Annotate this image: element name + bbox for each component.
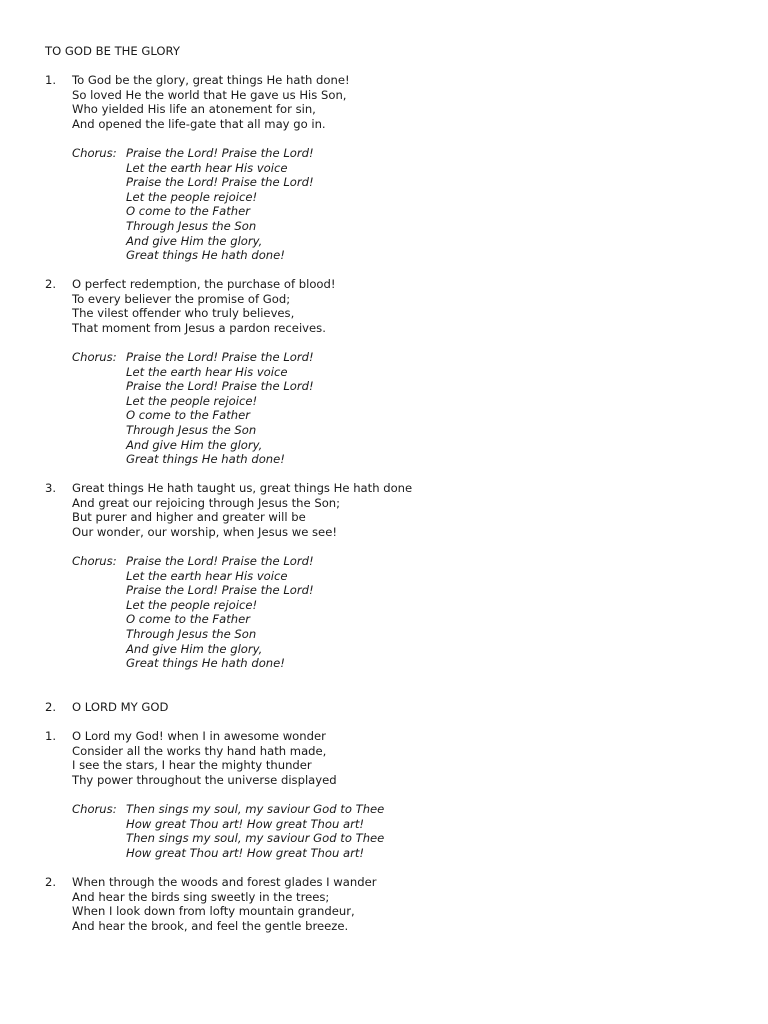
verse-line: When through the woods and forest glades I wander <box>72 875 377 889</box>
verse-line: Thy power throughout the universe displayed <box>72 772 337 787</box>
song-number: 2. <box>45 700 57 714</box>
verse-number: 1. <box>45 729 57 743</box>
chorus-line: Through Jesus the Son <box>126 626 257 641</box>
chorus-line: Great things He hath done! <box>126 248 285 263</box>
verse-line: To every believer the promise of God; <box>72 291 291 306</box>
chorus-line: Let the earth hear His voice <box>126 364 288 379</box>
chorus-line: Great things He hath done! <box>126 656 285 671</box>
verse-line: When I look down from lofty mountain grandeur, <box>72 904 355 919</box>
song1-verse-2 <box>45 277 745 335</box>
song2-title: O LORD MY GOD <box>72 700 169 714</box>
chorus-line: Let the people rejoice! <box>126 393 258 408</box>
song2-verse-2 <box>45 875 745 933</box>
chorus-line: Through Jesus the Son <box>126 218 257 233</box>
song1-verse-1 <box>45 73 745 131</box>
chorus-line: Let the earth hear His voice <box>126 160 288 175</box>
chorus-label: Chorus: <box>72 350 117 364</box>
chorus-line: Praise the Lord! Praise the Lord! <box>126 554 314 568</box>
chorus-line: And give Him the glory, <box>126 437 263 452</box>
verse-line: Great things He hath taught us, great things He hath done <box>72 481 413 495</box>
verse-line: Who yielded His life an atonement for sin, <box>72 102 316 117</box>
chorus-line: O come to the Father <box>126 204 250 219</box>
chorus-line: Praise the Lord! Praise the Lord! <box>126 350 314 364</box>
chorus-label: Chorus: <box>72 146 117 160</box>
chorus-line: O come to the Father <box>126 408 250 423</box>
verse-number: 3. <box>45 481 57 495</box>
song2-verse-1 <box>45 729 745 787</box>
verse-line: Our wonder, our worship, when Jesus we see! <box>72 524 337 539</box>
chorus-line: Praise the Lord! Praise the Lord! <box>126 146 314 160</box>
verse-line: And hear the brook, and feel the gentle breeze. <box>72 918 349 933</box>
chorus-line: Let the people rejoice! <box>126 597 258 612</box>
chorus-line: Let the people rejoice! <box>126 189 258 204</box>
chorus-line: How great Thou art! How great Thou art! <box>126 816 365 831</box>
verse-line: O Lord my God! when I in awesome wonder <box>72 729 326 743</box>
song1-verse-3 <box>45 481 745 539</box>
chorus-line: And give Him the glory, <box>126 233 263 248</box>
song2-heading <box>45 700 745 715</box>
verse-line: O perfect redemption, the purchase of blood! <box>72 277 336 291</box>
verse-number: 2. <box>45 875 57 889</box>
verse-line: And hear the birds sing sweetly in the trees; <box>72 889 330 904</box>
chorus-line: Let the earth hear His voice <box>126 568 288 583</box>
verse-line: To God be the glory, great things He hath done! <box>72 73 350 87</box>
chorus-line: How great Thou art! How great Thou art! <box>126 845 365 860</box>
verse-line: I see the stars, I hear the mighty thunder <box>72 758 312 773</box>
chorus-line: Praise the Lord! Praise the Lord! <box>126 379 314 394</box>
verse-line: And opened the life-gate that all may go in. <box>72 116 326 131</box>
verse-line: And great our rejoicing through Jesus the Son; <box>72 495 341 510</box>
song1-title: TO GOD BE THE GLORY <box>45 44 180 58</box>
verse-line: But purer and higher and greater will be <box>72 510 306 525</box>
chorus-line: Through Jesus the Son <box>126 422 257 437</box>
chorus-line: Then sings my soul, my saviour God to Thee <box>126 802 385 816</box>
verse-line: Consider all the works thy hand hath made, <box>72 743 327 758</box>
verse-line: That moment from Jesus a pardon receives. <box>72 320 326 335</box>
chorus-label: Chorus: <box>72 554 117 568</box>
verse-line: So loved He the world that He gave us His Son, <box>72 87 347 102</box>
chorus-line: Great things He hath done! <box>126 452 285 467</box>
chorus-line: Praise the Lord! Praise the Lord! <box>126 175 314 190</box>
verse-number: 1. <box>45 73 57 87</box>
chorus-line: And give Him the glory, <box>126 641 263 656</box>
chorus-line: O come to the Father <box>126 612 250 627</box>
chorus-label: Chorus: <box>72 802 117 816</box>
verse-line: The vilest offender who truly believes, <box>72 306 295 321</box>
chorus-line: Praise the Lord! Praise the Lord! <box>126 583 314 598</box>
chorus-line: Then sings my soul, my saviour God to Thee <box>126 831 385 846</box>
verse-number: 2. <box>45 277 57 291</box>
